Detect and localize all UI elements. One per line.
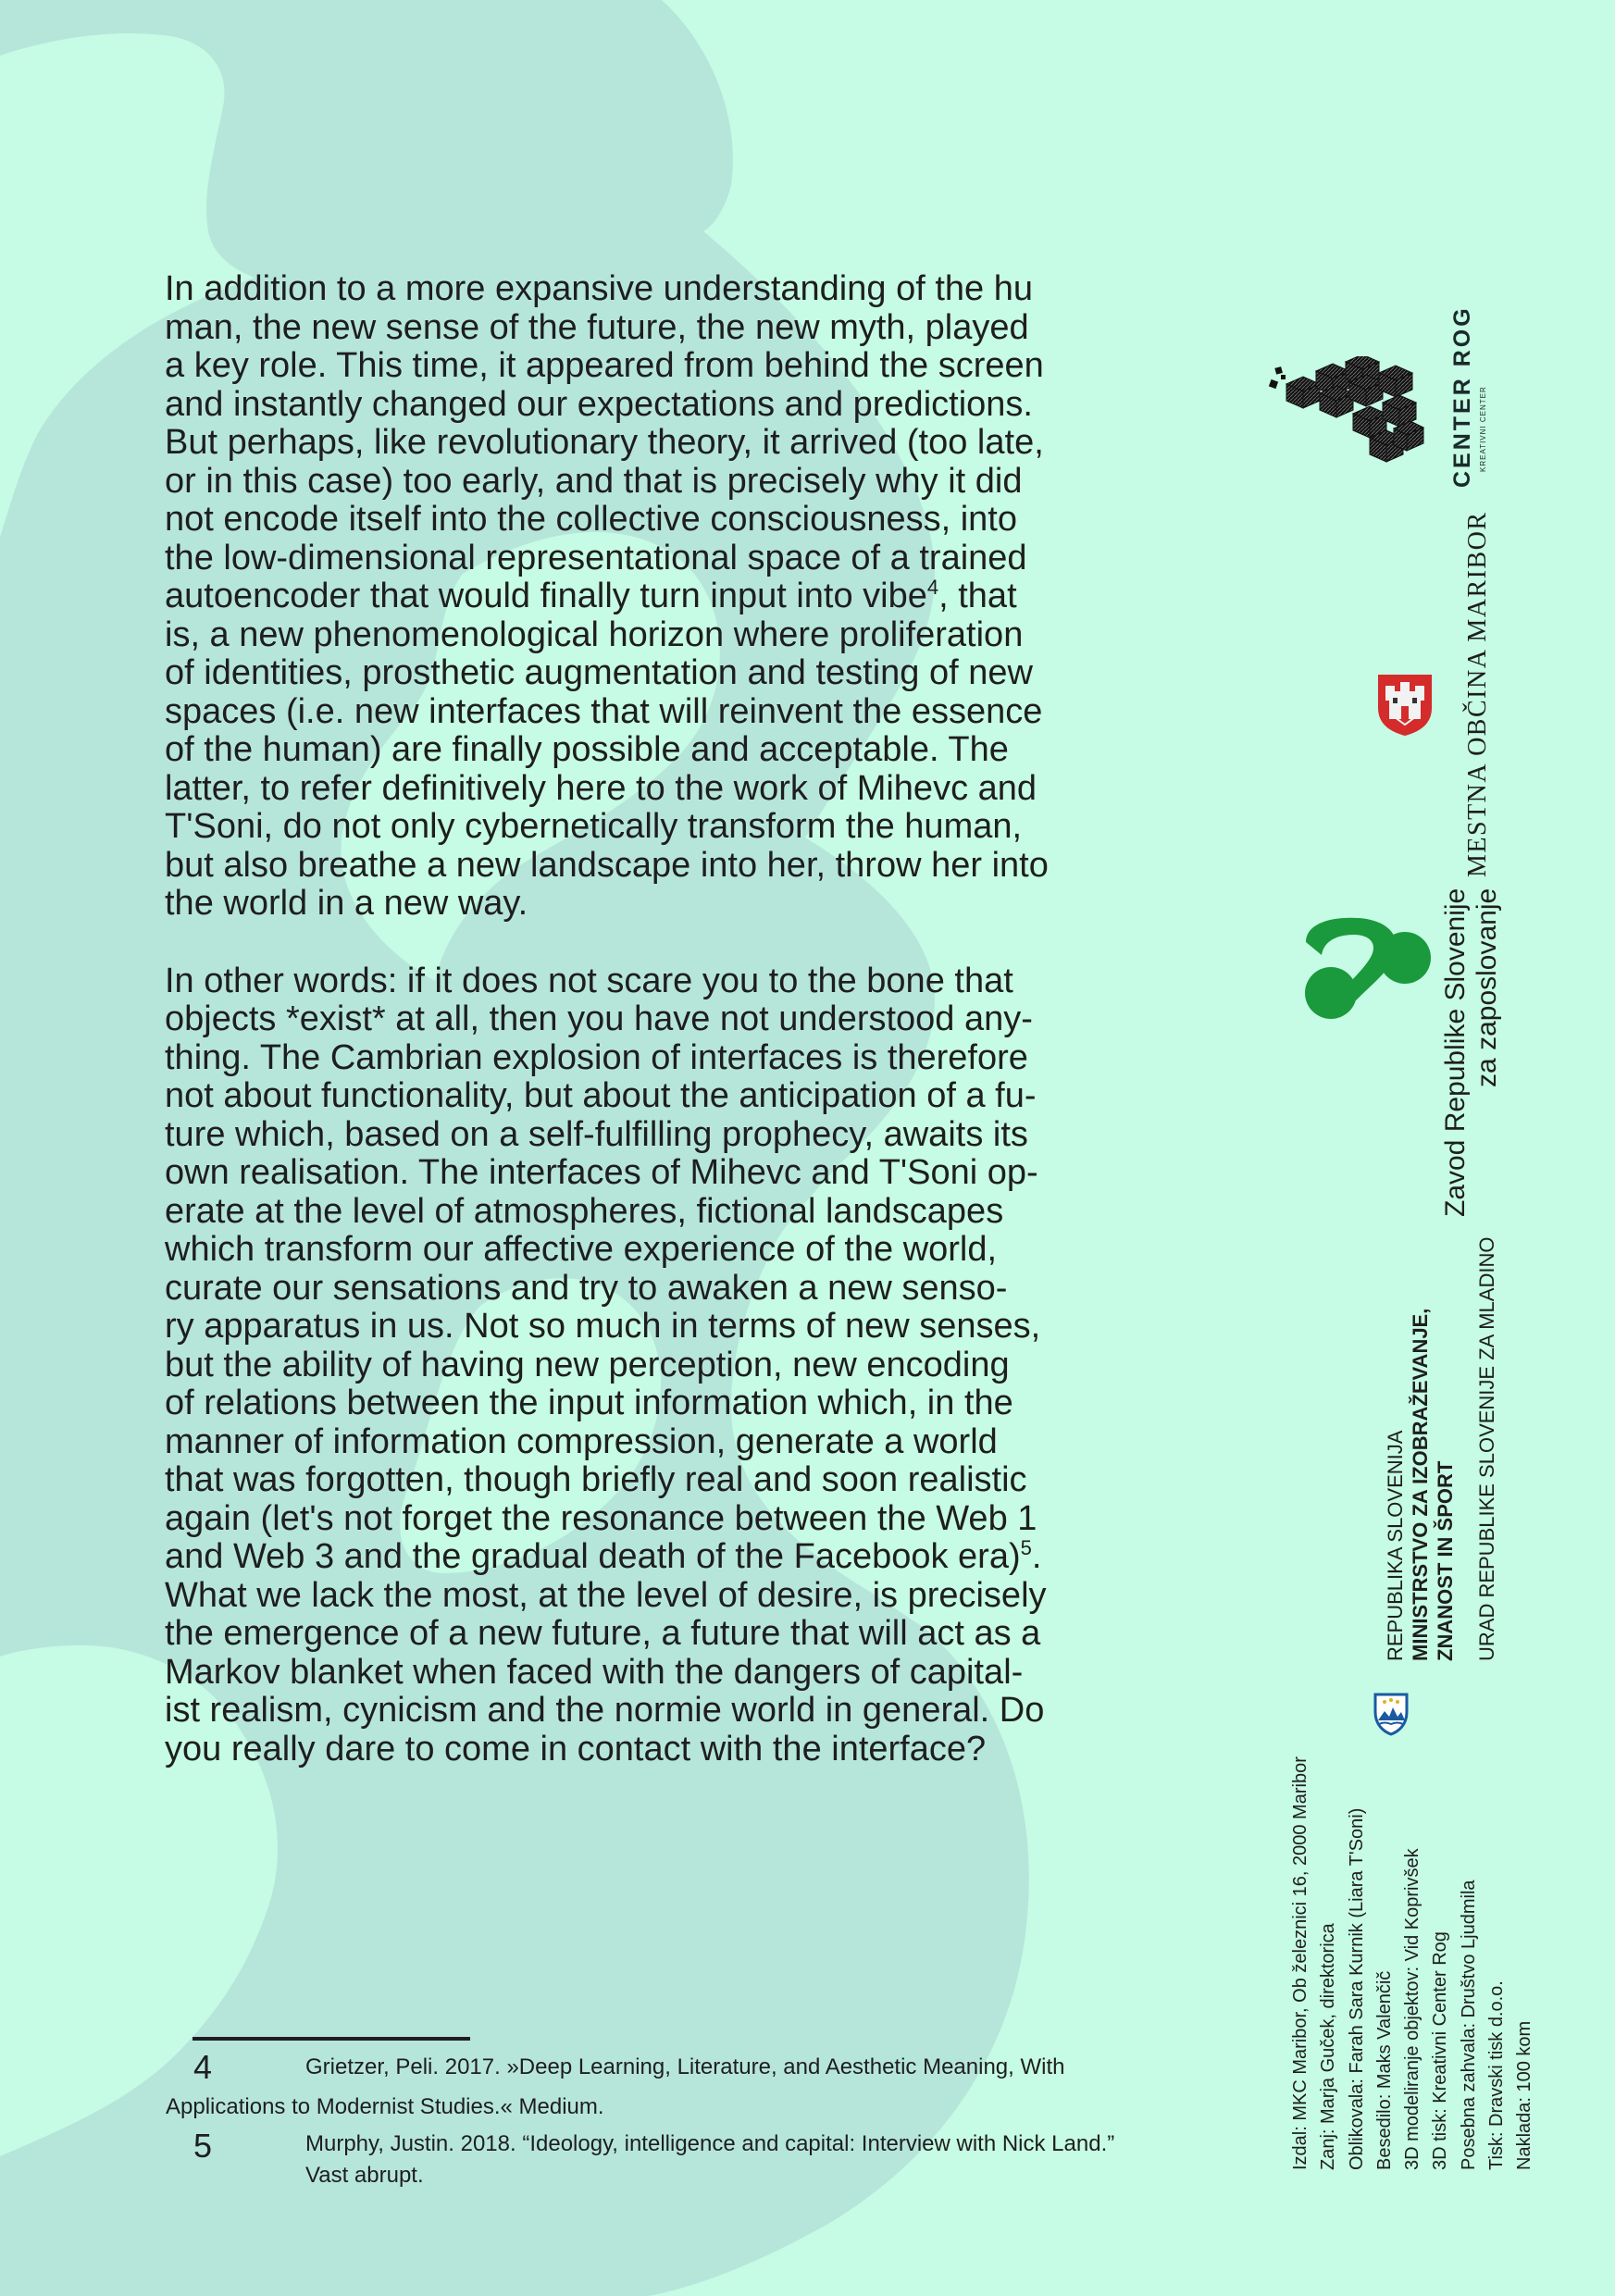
credit-line: Tisk: Dravski tisk d.o.o. <box>1486 1980 1508 2170</box>
credit-line: 3D tisk: Kreativni Center Rog <box>1430 1931 1451 2170</box>
colophon <box>1286 1756 1539 2170</box>
employment-line-1: Zavod Republike Slovenije <box>1440 887 1471 1217</box>
employment-service-text <box>1440 888 1503 1217</box>
credit-line: Posebna zahvala: Društvo Ljudmila <box>1458 1880 1479 2170</box>
paragraph-2: In other words: if it does not scare you to the bone that objects *exist* at all, then you have not understood any- thing. The Cambrian explosion of interfaces is therefore not about functionality, but about the anticipation of a fu- ture which, based on a self-fulfilling prophecy, awaits its own realisation. The interfaces of Mihevc and T'Soni op- erate at the level of atmospheres, fictional landscapes which transform our affective experience of the world, curate our sensations and try to awaken a new senso- ry apparatus in us. Not so much in terms of new senses, but the ability of having new perception, new encoding of relations between the input information which, in the manner of information compression, generate a world that was forgotten, though briefly real and soon realistic again (let's not forget the resonance between the Web 1 and Web 3 and the gradual death of the Facebook era)$^5$. What we lack the most, at the level of desire, is precisely the emergence of a new future, a future that will act as a Markov blanket when faced with the dangers of capital- ist realism, cynicism and the normie world in general. Do you really dare to come in contact with the interface? <box>165 961 1047 1769</box>
maribor-crest-icon <box>1376 673 1434 738</box>
footnote-4-number: 4 <box>193 2048 213 2086</box>
employment-line-2: za zaposlovanje <box>1472 887 1502 1087</box>
footnote-rule <box>193 2037 470 2041</box>
credit-line: Zanj: Marja Guček, direktorica <box>1318 1923 1339 2170</box>
credit-line: Izdal: MKC Maribor, Ob železnici 16, 2000 Maribor <box>1290 1756 1311 2170</box>
footnote-4-text-cont: Applications to Modernist Studies.« Medium. <box>166 2094 604 2119</box>
footnote-5-number: 5 <box>193 2127 213 2165</box>
ministry-line-1: REPUBLIKA SLOVENIJA <box>1384 1430 1407 1661</box>
credit-line: Besedilo: Maks Valenčič <box>1373 1970 1395 2170</box>
credit-line: 3D modeliranje objektov: Vid Koprivšek <box>1402 1848 1423 2170</box>
center-rog-subtitle: KREATIVNI CENTER <box>1479 386 1487 472</box>
footnote-ref-4[interactable]: 4 <box>926 576 939 599</box>
footnote-5-text: Murphy, Justin. 2018. “Ideology, intelligence and capital: Interview with Nick Land.” Vast abrupt. <box>305 2131 1115 2188</box>
slovenia-shield-icon <box>1373 1692 1410 1736</box>
footnote-ref-5[interactable]: 5 <box>1020 1536 1032 1559</box>
footnote-4-text: Grietzer, Peli. 2017. »Deep Learning, Literature, and Aesthetic Meaning, With <box>305 2054 1065 2079</box>
employment-service-logo <box>1303 916 1433 1023</box>
municipality-text: MESTNA OBČINA MARIBOR <box>1463 511 1492 877</box>
center-rog-title: CENTER ROG <box>1449 305 1475 488</box>
credit-line: Oblikovala: Farah Sara Kurnik (Liara T'Soni) <box>1346 1807 1367 2170</box>
ministry-logo-text <box>1383 1309 1458 1661</box>
ministry-line-3: ZNANOST IN ŠPORT <box>1434 1460 1457 1661</box>
paragraph-1: In addition to a more expansive understanding of the hu man, the new sense of the future, the new myth, played a key role. This time, it appeared from behind the screen and instantly changed our expectations and predictions. But perhaps, like revolutionary theory, it arrived (too late, or in this case) too early, and that is precisely why it did not encode itself into the collective consciousness, into the low-dimensional representational space of a trained autoencoder that would finally turn input into vibe$^4$, that is, a new phenomenological horizon where proliferation of identities, prosthetic augmentation and testing of new spaces (i.e. new interfaces that will reinvent the essence of the human) are finally possible and acceptable. The latter, to refer definitively here to the work of Mihevc and T'Soni, do not only cybernetically transform the human, but also breathe a new landscape into her, throw her into the world in a new way. <box>165 269 1049 923</box>
credit-line: Naklada: 100 kom <box>1514 2020 1535 2170</box>
center-rog-cubes-logo <box>1268 356 1425 477</box>
ministry-line-2: MINISTRSTVO ZA IZOBRAŽEVANJE, <box>1409 1308 1432 1661</box>
main-text <box>165 270 1174 1769</box>
youth-office-text: URAD REPUBLIKE SLOVENIJE ZA MLADINO <box>1475 1236 1498 1661</box>
